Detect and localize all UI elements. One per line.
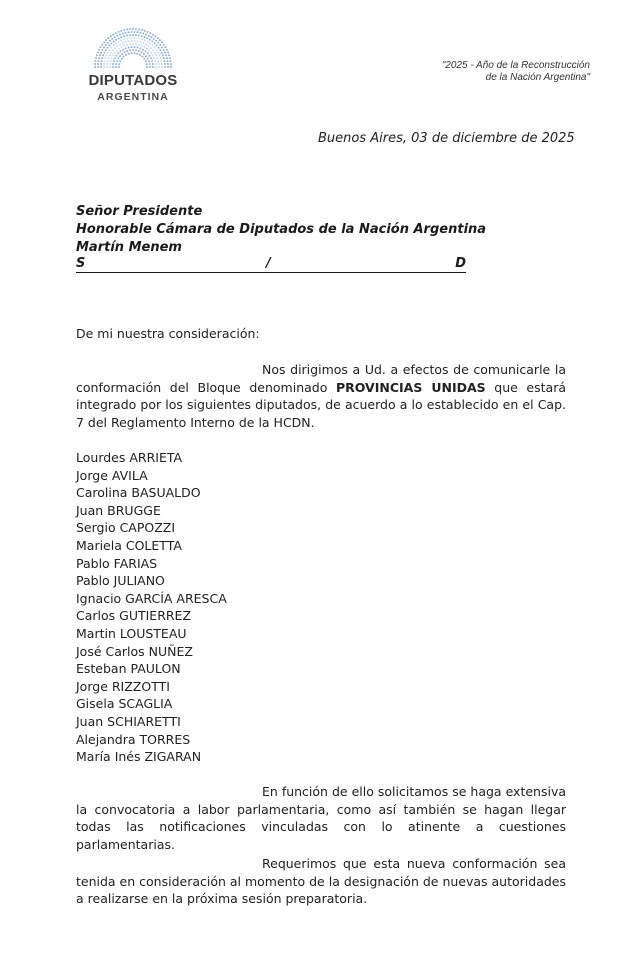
seat-dot [120, 30, 122, 32]
seat-dot [148, 50, 150, 52]
addressee-institution: Honorable Cámara de Diputados de la Nación Argentina [76, 222, 487, 237]
seat-dot [146, 48, 148, 50]
seat-dot [105, 39, 107, 41]
seat-dot [114, 57, 116, 59]
seat-dot [129, 49, 131, 51]
seat-dot [123, 45, 125, 47]
seat-dot [141, 51, 143, 53]
seat-dot [131, 31, 133, 33]
seat-dot [141, 56, 143, 58]
seat-dot [139, 47, 141, 49]
seat-dot [154, 52, 156, 54]
seat-dot [121, 46, 123, 48]
sd-s: S [76, 256, 86, 271]
seat-dot [108, 44, 110, 46]
seat-dot [125, 54, 127, 56]
member-item: Mariela COLETTA [76, 537, 182, 553]
seat-dot [164, 60, 166, 62]
seat-dot [142, 42, 144, 44]
seat-dot [119, 55, 121, 57]
seat-dot [111, 38, 113, 40]
seat-dot [149, 39, 151, 41]
sd-slash: / [266, 256, 271, 271]
seat-dot [94, 63, 96, 65]
seat-dot [149, 66, 151, 68]
seat-dot [150, 47, 152, 49]
seat-dot [155, 40, 157, 42]
paragraph-authorities [76, 855, 566, 908]
seat-dot [122, 33, 124, 35]
greeting: De mi nuestra consideración: [76, 326, 260, 341]
seat-dot [97, 52, 99, 54]
seat-dot [144, 30, 146, 32]
seat-dot [100, 52, 102, 54]
seat-dot [116, 35, 118, 37]
seat-dot [166, 49, 168, 51]
seat-dot [157, 42, 159, 44]
bloque-name: PROVINCIAS UNIDAS [335, 379, 486, 395]
seat-dot [167, 66, 169, 68]
seat-dot [149, 55, 151, 57]
seat-dot [117, 52, 119, 54]
seat-dot [144, 36, 146, 38]
authorities-text: Requerimos que esta nueva conformación sea tenida en consideración al momento de la designación de nuevas autoridades a realizarse en la próxima sesión preparatoria. [76, 856, 566, 906]
seat-dot [132, 34, 134, 36]
seat-dot [109, 40, 111, 42]
seat-dot [119, 44, 121, 46]
seat-dot [110, 35, 112, 37]
seat-dot [141, 29, 143, 31]
seat-dot [169, 57, 171, 59]
seat-dot [141, 35, 143, 37]
seat-dot [155, 63, 157, 65]
paragraph-request [76, 783, 566, 853]
seat-dot [170, 66, 172, 68]
member-item: Alejandra TORRES [76, 731, 191, 747]
seat-dot [119, 60, 121, 62]
seat-dot [101, 60, 103, 62]
seat-dot [159, 44, 161, 46]
seat-dot [154, 42, 156, 44]
seat-dot [134, 52, 136, 54]
seat-dot [150, 36, 152, 38]
seat-dot [137, 40, 139, 42]
seat-dot [116, 50, 118, 52]
addressee-block [76, 203, 486, 257]
seat-dot [115, 43, 117, 45]
member-item: Juan BRUGGE [76, 502, 161, 518]
seat-dot [156, 57, 158, 59]
seat-dot [103, 52, 105, 54]
members-list [76, 449, 227, 766]
seat-dot [100, 46, 102, 48]
seat-dot [113, 44, 115, 46]
member-item: María Inés ZIGARAN [76, 749, 202, 765]
year-motto [442, 60, 590, 84]
seat-dot [158, 63, 160, 65]
seat-dot [167, 52, 169, 54]
seat-dot [114, 47, 116, 49]
seat-dot [154, 60, 156, 62]
seat-dot [159, 49, 161, 51]
seat-dot [114, 52, 116, 54]
seat-dot [94, 66, 96, 68]
seat-dot [126, 35, 128, 37]
seat-dot [162, 54, 164, 56]
seat-dot [163, 57, 165, 59]
seat-dot [123, 29, 125, 31]
seat-dot [148, 60, 150, 62]
seat-dot [120, 36, 122, 38]
seat-dot [146, 63, 148, 65]
seat-dot [164, 46, 166, 48]
seat-dot [105, 44, 107, 46]
seat-dot [120, 50, 122, 52]
seat-dot [116, 55, 118, 57]
seat-dot [126, 44, 128, 46]
seat-dot [168, 54, 170, 56]
seat-dot [135, 43, 137, 45]
seat-dot [111, 57, 113, 59]
seat-dot [156, 44, 158, 46]
seat-dot [95, 60, 97, 62]
member-item: Jorge RIZZOTTI [76, 678, 170, 694]
seat-dot [131, 46, 133, 48]
seat-dot [107, 37, 109, 39]
seat-dot [116, 60, 118, 62]
seat-dot [110, 52, 112, 54]
seat-dot [104, 60, 106, 62]
intro-text-after: que estará integrado por los siguientes diputados, de acuerdo a lo establecido en el Cap. 7 del Reglamento Interno de la HCDN. [76, 379, 566, 430]
seat-dot [107, 42, 109, 44]
seat-dot [99, 54, 101, 56]
seat-dot [98, 49, 100, 51]
seat-dot [152, 63, 154, 65]
seat-dot [157, 52, 159, 54]
seat-dot [124, 51, 126, 53]
member-item: Pablo FARIAS [76, 555, 158, 571]
seat-dot [126, 38, 128, 40]
seat-dot [115, 66, 117, 68]
seat-dot [113, 60, 115, 62]
seat-dot [100, 66, 102, 68]
seat-dot [152, 55, 154, 57]
seat-dot [110, 42, 112, 44]
seat-dot [126, 50, 128, 52]
seat-dot [164, 52, 166, 54]
seat-dot [161, 41, 163, 43]
seat-dot [170, 60, 172, 62]
seat-dot [134, 31, 136, 33]
seat-dot [134, 40, 136, 42]
seat-dot [104, 57, 106, 59]
seat-dot [110, 60, 112, 62]
seat-dot [154, 35, 156, 37]
seat-dot [164, 63, 166, 65]
seat-dot [142, 49, 144, 51]
seat-dot [121, 53, 123, 55]
seat-dot [103, 63, 105, 65]
seat-dot [144, 46, 146, 48]
seat-dot [143, 58, 145, 60]
seat-dot [158, 47, 160, 49]
seat-dot [147, 58, 149, 60]
seat-dot [148, 45, 150, 47]
seat-dot [145, 50, 147, 52]
seat-dot [132, 37, 134, 39]
seat-dot [121, 58, 123, 60]
seat-dot [145, 34, 147, 36]
seat-dot [139, 32, 141, 34]
seat-dot [135, 37, 137, 39]
seat-dot [167, 63, 169, 65]
seat-dot [112, 55, 114, 57]
seat-dot [135, 49, 137, 51]
member-item: Juan SCHIARETTI [76, 713, 181, 729]
seat-dot [142, 33, 144, 35]
seat-dot [144, 40, 146, 42]
seat-dot [152, 66, 154, 68]
seat-dot [125, 47, 127, 49]
member-item: Sergio CAPOZZI [76, 520, 176, 536]
seat-dot [136, 31, 138, 33]
seat-dot [112, 66, 114, 68]
seat-dot [128, 53, 130, 55]
seat-dot [112, 49, 114, 51]
seat-dot [139, 54, 141, 56]
seat-dot [154, 47, 156, 49]
request-text: En función de ello solicitamos se haga extensiva la convocatoria a labor parlamentaria, como así también se hagan llegar todas las notificaciones vinculadas con lo atinente a cuestiones parlamentarias. [76, 784, 566, 852]
seat-dot [161, 46, 163, 48]
seat-dot [115, 39, 117, 41]
seat-dot [165, 54, 167, 56]
seat-dot [157, 37, 159, 39]
seat-dot [131, 40, 133, 42]
seat-dot [97, 66, 99, 68]
seat-dot [112, 34, 114, 36]
seat-dot [118, 66, 120, 68]
seat-dot [110, 47, 112, 49]
seat-dot [149, 63, 151, 65]
seat-dot [152, 49, 154, 51]
seat-dot [161, 66, 163, 68]
seat-dot [132, 43, 134, 45]
seat-dot [120, 40, 122, 42]
hemicycle-icon [91, 28, 175, 68]
seat-dot [145, 55, 147, 57]
paragraph-intro [76, 361, 566, 431]
seat-dot [140, 41, 142, 43]
seat-dot [118, 31, 120, 33]
sd-line [76, 256, 466, 273]
seat-dot [106, 66, 108, 68]
member-item: Martin LOUSTEAU [76, 625, 187, 641]
seat-dot [155, 54, 157, 56]
seat-dot [101, 44, 103, 46]
seat-dot [161, 52, 163, 54]
seat-dot [115, 32, 117, 34]
logo-title: DIPUTADOS [88, 72, 178, 89]
seat-dot [141, 45, 143, 47]
seat-dot [160, 60, 162, 62]
seat-dot [107, 52, 109, 54]
seat-dot [146, 66, 148, 68]
sd-d: D [455, 256, 466, 271]
seat-dot [125, 32, 127, 34]
seat-dot [143, 53, 145, 55]
seat-dot [131, 52, 133, 54]
seat-dot [156, 49, 158, 51]
seat-dot [112, 63, 114, 65]
motto-line-1: "2025 - Año de la Reconstrucción [441, 60, 590, 71]
seat-dot [163, 49, 165, 51]
seat-dot [115, 63, 117, 65]
seat-dot [138, 44, 140, 46]
seat-dot [170, 63, 172, 65]
seat-dot [129, 37, 131, 39]
seat-dot [98, 60, 100, 62]
seat-dot [137, 47, 139, 49]
seat-dot [123, 35, 125, 37]
seat-dot [129, 43, 131, 45]
seat-dot [96, 54, 98, 56]
seat-dot [151, 60, 153, 62]
seat-dot [151, 44, 153, 46]
seat-dot [164, 66, 166, 68]
seat-dot [118, 41, 120, 43]
motto-line-2: de la Nación Argentina" [485, 72, 590, 83]
seat-dot [123, 56, 125, 58]
seat-dot [109, 63, 111, 65]
seat-dot [106, 54, 108, 56]
seat-dot [125, 41, 127, 43]
seat-dot [134, 46, 136, 48]
seat-dot [122, 42, 124, 44]
seat-dot [151, 41, 153, 43]
member-item: Gisela SCAGLIA [76, 696, 173, 712]
seat-dot [119, 34, 121, 36]
seat-dot [118, 48, 120, 50]
seat-dot [145, 60, 147, 62]
seat-dot [147, 52, 149, 54]
seat-dot [149, 43, 151, 45]
seat-dot [102, 54, 104, 56]
seat-dot [138, 38, 140, 40]
seat-dot [107, 60, 109, 62]
seat-dot [97, 63, 99, 65]
seat-dot [118, 37, 120, 39]
seat-dot [103, 66, 105, 68]
member-item: Carolina BASUALDO [76, 485, 201, 501]
seat-dot [101, 49, 103, 51]
seat-dot [132, 28, 134, 30]
seat-dot [159, 54, 161, 56]
seat-dot [129, 34, 131, 36]
seat-dot [128, 40, 130, 42]
seat-dot [163, 44, 165, 46]
addressee-name: Martín Menem [76, 240, 182, 255]
seat-dot [167, 60, 169, 62]
member-item: Esteban PAULON [76, 661, 181, 677]
seat-dot [150, 52, 152, 54]
seat-dot [138, 35, 140, 37]
intro-text-before: Nos dirigimos a Ud. a efectos de comunicarle la conformación del Bloque denominado [76, 362, 566, 395]
member-item: José Carlos NUÑEZ [76, 643, 193, 659]
seat-dot [152, 34, 154, 36]
seat-dot [161, 63, 163, 65]
seat-dot [149, 32, 151, 34]
member-item: Pablo JULIANO [76, 573, 165, 589]
member-item: Ignacio GARCÍA ARESCA [76, 590, 227, 606]
seat-dot [148, 35, 150, 37]
seat-dot [150, 57, 152, 59]
seat-dot [126, 29, 128, 31]
seat-dot [118, 63, 120, 65]
member-item: Jorge AVILA [76, 467, 148, 483]
seat-dot [108, 57, 110, 59]
seat-dot [132, 49, 134, 51]
seat-dot [109, 49, 111, 51]
seat-dot [105, 49, 107, 51]
seat-dot [117, 45, 119, 47]
seat-dot [107, 47, 109, 49]
seat-dot [160, 57, 162, 59]
seat-dot [95, 57, 97, 59]
seat-dot [113, 41, 115, 43]
seat-dot [155, 66, 157, 68]
seat-dot [135, 34, 137, 36]
seat-dot [98, 57, 100, 59]
seat-dot [128, 47, 130, 49]
seat-dot [159, 39, 161, 41]
seat-dot [145, 44, 147, 46]
member-item: Lourdes ARRIETA [76, 450, 183, 465]
seat-dot [109, 66, 111, 68]
seat-dot [123, 38, 125, 40]
seat-dot [135, 28, 137, 30]
seat-dot [128, 31, 130, 33]
seat-dot [138, 29, 140, 31]
seat-dot [166, 57, 168, 59]
seat-dot [103, 41, 105, 43]
seat-dot [157, 60, 159, 62]
seat-dot [103, 46, 105, 48]
seat-dot [114, 36, 116, 38]
member-item: Carlos GUTIERREZ [76, 608, 192, 624]
seat-dot [101, 57, 103, 59]
seat-dot [106, 63, 108, 65]
seat-dot [122, 49, 124, 51]
seat-dot [129, 28, 131, 30]
addressee-title: Señor Presidente [76, 204, 203, 219]
seat-dot [138, 50, 140, 52]
seat-dot [117, 58, 119, 60]
seat-dot [136, 53, 138, 55]
seat-dot [147, 41, 149, 43]
seat-dot [147, 31, 149, 33]
seat-dot [153, 57, 155, 59]
seat-dot [146, 37, 148, 39]
letter-date: Buenos Aires, 03 de diciembre de 2025 [318, 131, 575, 146]
seat-dot [158, 66, 160, 68]
seat-dot [141, 38, 143, 40]
logo-subtitle: ARGENTINA [97, 91, 169, 103]
seat-dot [109, 54, 111, 56]
seat-dot [100, 63, 102, 65]
diputados-logo [78, 28, 188, 103]
seat-dot [153, 38, 155, 40]
